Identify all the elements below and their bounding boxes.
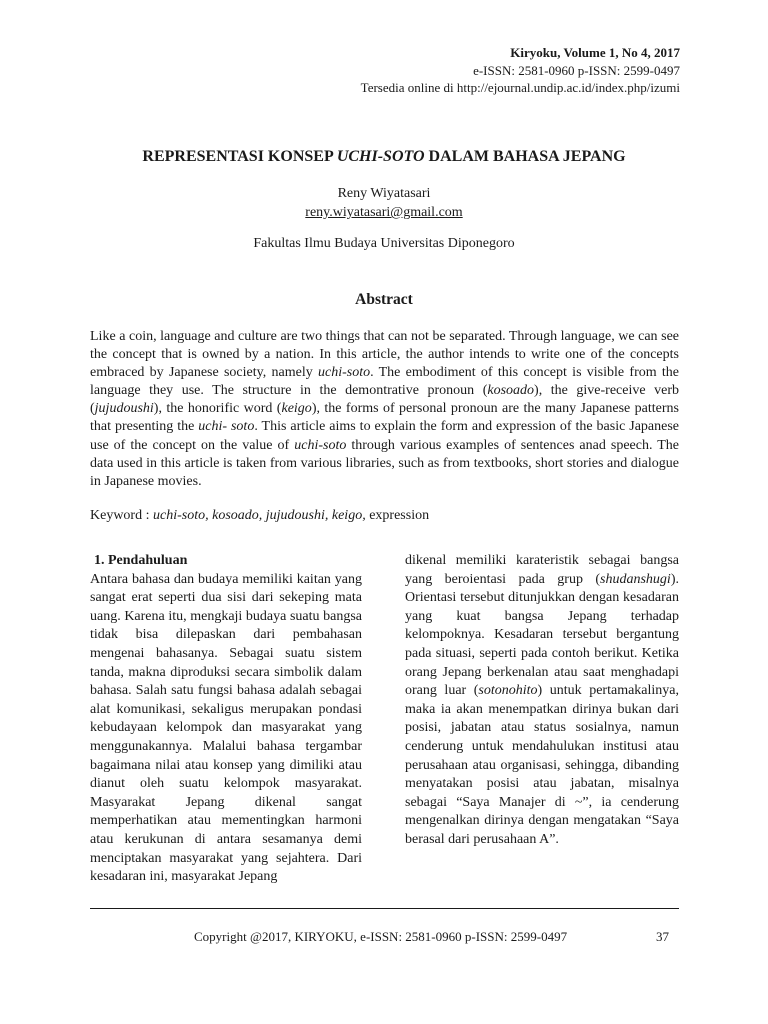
journal-online-url: Tersedia online di http://ejournal.undip.ac.id/index.php/izumi	[360, 80, 680, 95]
abstract-term: uchi-soto	[318, 365, 371, 381]
journal-header	[361, 44, 680, 97]
page-number: 37	[656, 929, 669, 944]
abstract-term: keigo	[281, 401, 312, 417]
abstract-term: kosoado	[487, 383, 535, 399]
body-term: sotonohito	[478, 683, 538, 699]
body-part: ). Orientasi tersebut ditunjukkan dengan kesadaran yang kuat bangsa Jepang terhadap kelompoknya. Kesadaran tersebut bergantung pada situasi, seperti pada contoh berikut. Ketika orang Jepang berkenalan atau saat menghadapi orang luar (	[405, 571, 679, 699]
keywords-rest: expression	[365, 508, 430, 523]
abstract-term: jujudoushi	[94, 401, 154, 417]
journal-issn: e-ISSN: 2581-0960 p-ISSN: 2599-0497	[473, 62, 680, 78]
author-name: Reny Wiyatasari	[337, 186, 431, 201]
author-affiliation: Fakultas Ilmu Budaya Universitas Diponegoro	[253, 236, 515, 251]
abstract-part: ), the give-receive verb (	[90, 383, 679, 417]
body-column-left	[90, 552, 362, 887]
abstract-part: Like a coin, language and culture are two things that can not be separated. Through language, we can see the concept that is owned by a nation. In this article, the author intends to write one of the concepts embraced by Japanese society, namely	[90, 329, 679, 381]
abstract-heading: Abstract	[355, 291, 413, 308]
abstract-part: . This article aims to explain the form and expression of the basic Japanese use of the concept on the value of	[90, 419, 679, 453]
paper-title	[0, 148, 768, 166]
footer-divider	[90, 908, 679, 909]
title-italic: UCHI-SOTO	[336, 148, 425, 165]
abstract-part: through various examples of sentences anad speech. The data used in this article is taken from various libraries, such as from textbooks, short stories and dialogue in Japanese movies.	[90, 437, 679, 489]
abstract-part: ), the honorific word (	[153, 401, 282, 417]
body-paragraph-left: Antara bahasa dan budaya memiliki kaitan yang sangat erat seperti dua sisi dari sekeping mata uang. Karena itu, mengkaji budaya suatu bangsa tidak bisa dilepaskan dari pembahasan mengenai bahasanya. Sebagai suatu sistem tanda, makna diproduksi secara simbolik dalam bahasa. Salah satu fungsi bahasa adalah sebagai alat komunikasi, sekaligus merupakan pondasi kebudayaan kelompok dan masyarakat yang menggunakannya. Malalui bahasa tergambar bagaimana nilai atau konsep yang dimiliki atau dianut oleh suatu kelompok masyarakat. Masyarakat Jepang dikenal sangat memperhatikan atau mementingkan harmoni atau kerukunan di antara sesamanya demi menciptakan masyarakat yang sejahtera. Dari kesadaran ini, masyarakat Jepang	[90, 571, 362, 885]
body-column-right	[405, 552, 679, 850]
body-term: shudanshugi	[600, 571, 671, 587]
abstract-text	[90, 328, 679, 491]
author-block	[0, 184, 768, 222]
journal-volume: Kiryoku, Volume 1, No 4, 2017	[510, 45, 680, 60]
abstract-part: . The embodiment of this concept is visible from the language they use. The structure in the demontrative pronoun (	[90, 365, 679, 399]
keywords	[90, 508, 429, 524]
abstract-term: uchi-soto	[294, 437, 347, 453]
keywords-label: Keyword :	[90, 508, 153, 523]
body-part: ) untuk pertamakalinya, maka ia akan menempatkan dirinya bukan dari posisi, jabatan atau status sosialnya, namun cenderung untuk mendahulukan institusi atau perusahaan atau organisasi, sehingga, dibanding menyatakan posisi atau jabatan, misalnya sebagai “Saya Manajer di ~”, ia cenderung mengenalkan dirinya dengan mengatakan “Saya berasal dari perusahaan A”.	[405, 683, 679, 847]
author-email[interactable]: reny.wiyatasari@gmail.com	[305, 205, 463, 220]
footer-copyright: Copyright @2017, KIRYOKU, e-ISSN: 2581-0960 p-ISSN: 2599-0497	[194, 929, 568, 944]
abstract-term: uchi- soto	[198, 419, 255, 435]
abstract-part: ), the forms of personal pronoun are the many Japanese patterns that presenting the	[90, 401, 679, 435]
keywords-italic: uchi-soto, kosoado, jujudoushi, keigo,	[153, 508, 366, 523]
section-heading: 1. Pendahuluan	[94, 553, 188, 568]
title-prefix: REPRESENTASI KONSEP	[142, 148, 337, 165]
title-suffix: DALAM BAHASA JEPANG	[424, 148, 626, 165]
body-part: dikenal memiliki karateristik sebagai bangsa yang beroientasi pada grup (	[405, 553, 679, 587]
